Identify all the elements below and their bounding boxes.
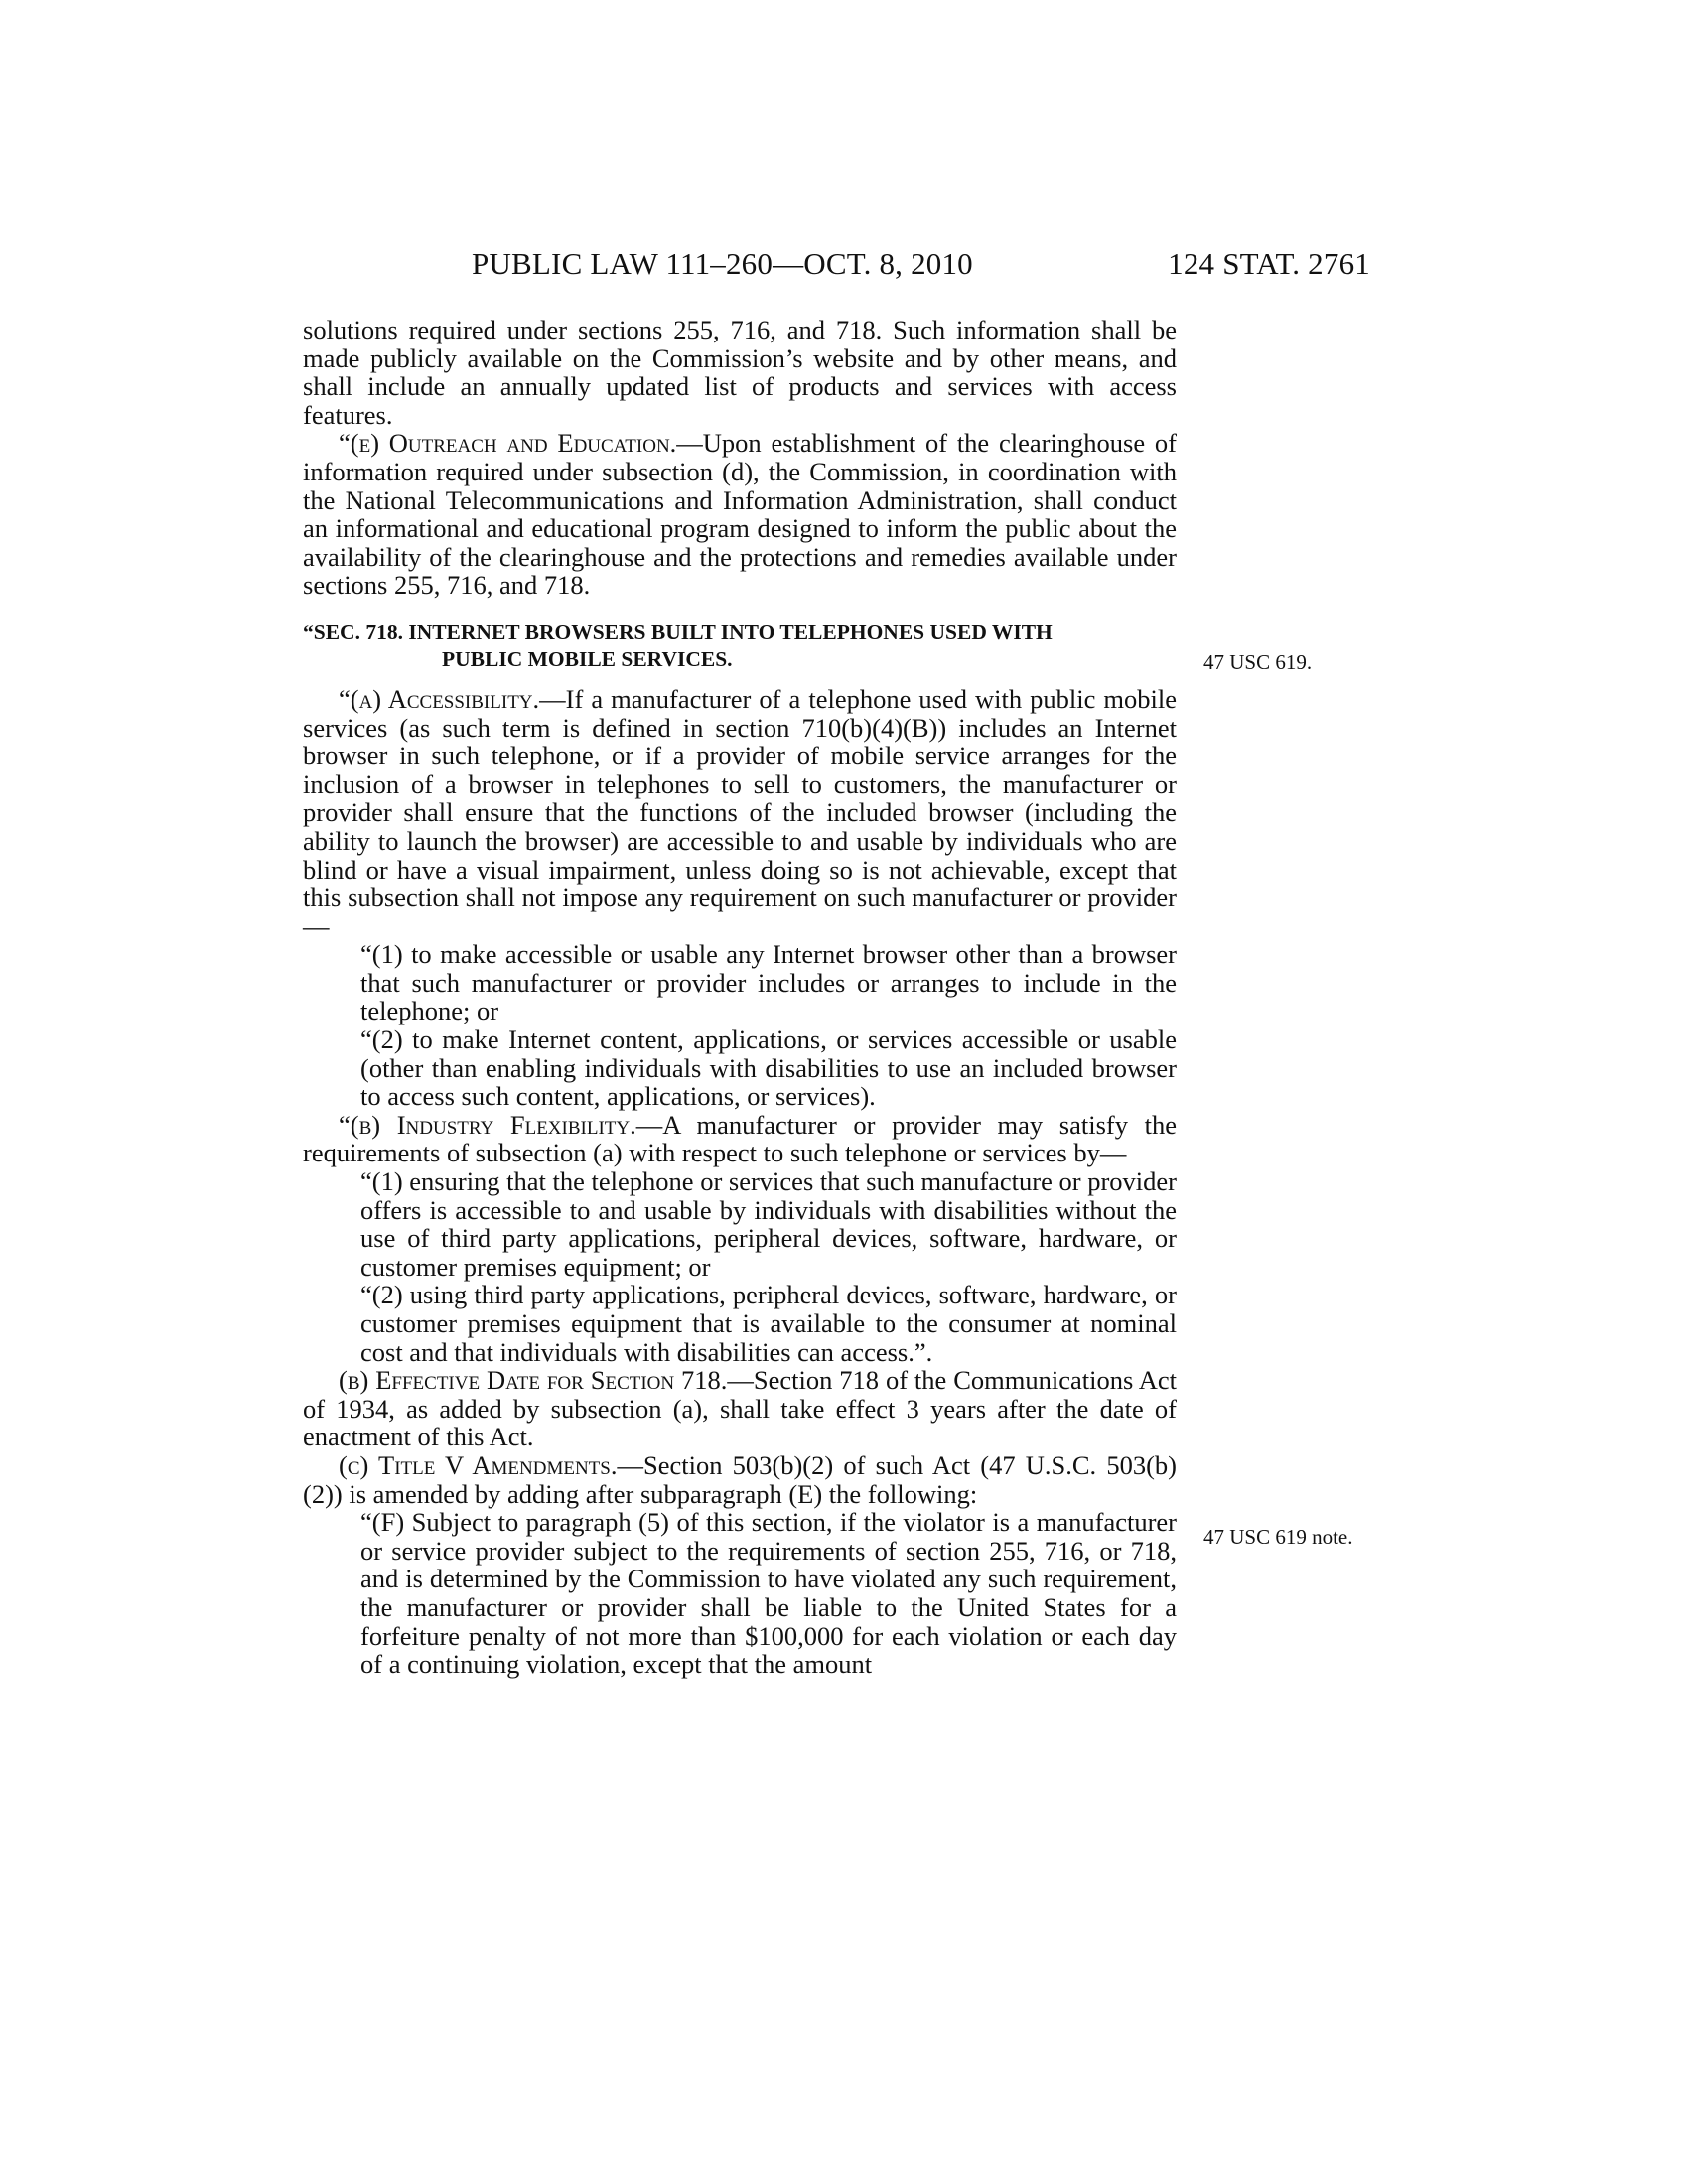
paragraph-effective-date (303, 1366, 1177, 1451)
subsection-heading: (c) Title V Amendments. (339, 1449, 618, 1480)
paragraph-text: —Section 503(b)(2) of such Act (47 U.S.C. 503(b)(2)) is amended by adding after subparagraph (E) the following: (303, 1449, 1177, 1509)
paragraph-text: —If a manufacturer of a telephone used with public mobile services (as such term is defined in section 710(b)(4)(B)) includes an Internet browser in such telephone, or if a provider of mobile service arranges for the inclusion of a browser in telephones to sell to customers, the manufacturer or provider shall ensure that the functions of the included browser (including the ability to launch the browser) are accessible to and usable by individuals who are blind or have a visual impairment, unless doing so is not achievable, except that this subsection shall not impose any requirement on such manufacturer or provider— (303, 683, 1178, 941)
clause-b2: “(2) using third party applications, peripheral devices, software, hardware, or customer premises equipment that is available to the consumer at nominal cost and that individuals with disabilities can access.”. (360, 1280, 1177, 1367)
margin-note-usc-619-note: 47 USC 619 note. (1203, 1525, 1353, 1549)
paragraph-text: —A manufacturer or provider may satisfy the requirements of subsection (a) with respect to such telephone or services by— (303, 1109, 1177, 1168)
statute-page-number: 124 STAT. 2761 (1168, 246, 1370, 281)
subsection-heading: “(e) Outreach and Education. (339, 428, 677, 459)
paragraph-accessibility (303, 685, 1177, 940)
subsection-heading: (b) Effective Date for Section 718. (339, 1365, 728, 1396)
paragraph-text: —Section 718 of the Communications Act of 1934, as added by subsection (a), shall take effect 3 years after the date of enactment of this Act. (303, 1365, 1177, 1452)
paragraph-continuation: solutions required under sections 255, 716, and 718. Such information shall be made publicly available on the Commission’s website and by other means, and shall include an annually updated list of products and services with access features. (303, 315, 1177, 430)
subsection-heading: “(a) Accessibility. (339, 683, 540, 714)
section-heading (303, 619, 1177, 673)
clause-a1: “(1) to make accessible or usable any Internet browser other than a browser that such manufacturer or provider includes or arranges to include in the telephone; or (360, 939, 1177, 1026)
paragraph-outreach-education (303, 429, 1177, 600)
paragraph-title-v-amendments (303, 1451, 1177, 1508)
clause-b1: “(1) ensuring that the telephone or services that such manufacture or provider offers is accessible to and usable by individuals with disabilities without the use of third party applications, peripheral devices, software, hardware, or customer premises equipment; or (360, 1166, 1177, 1282)
paragraph-industry-flexibility (303, 1111, 1177, 1167)
subsection-heading: “(b) Industry Flexibility. (339, 1109, 636, 1140)
section-heading-line-1: “SEC. 718. INTERNET BROWSERS BUILT INTO TELEPHONES USED WITH (303, 619, 1053, 644)
header-title: PUBLIC LAW 111–260—OCT. 8, 2010 (472, 246, 973, 281)
page-body (303, 316, 1177, 1679)
clause-f: “(F) Subject to paragraph (5) of this section, if the violator is a manufacturer or service provider subject to the requirements of section 255, 716, or 718, and is determined by the Commission to have violated any such requirement, the manufacturer or provider shall be liable to the United States for a forfeiture penalty of not more than $100,000 for each violation or each day of a continuing violation, except that the amount (360, 1507, 1177, 1680)
paragraph-text: —Upon establishment of the clearinghouse of information required under subsection (d), the Commission, in coordination with the National Telecommunications and Information Administration, shall conduct an informational and educational program designed to inform the public about the availability of the clearinghouse and the protections and remedies available under sections 255, 716, and 718. (303, 428, 1177, 601)
section-heading-line-2: PUBLIC MOBILE SERVICES. (442, 646, 733, 671)
clause-a2: “(2) to make Internet content, applications, or services accessible or usable (other than enabling individuals with disabilities to use an included browser to access such content, applications, or services). (360, 1024, 1177, 1112)
margin-note-usc-619: 47 USC 619. (1203, 650, 1313, 674)
running-header (303, 246, 1370, 286)
